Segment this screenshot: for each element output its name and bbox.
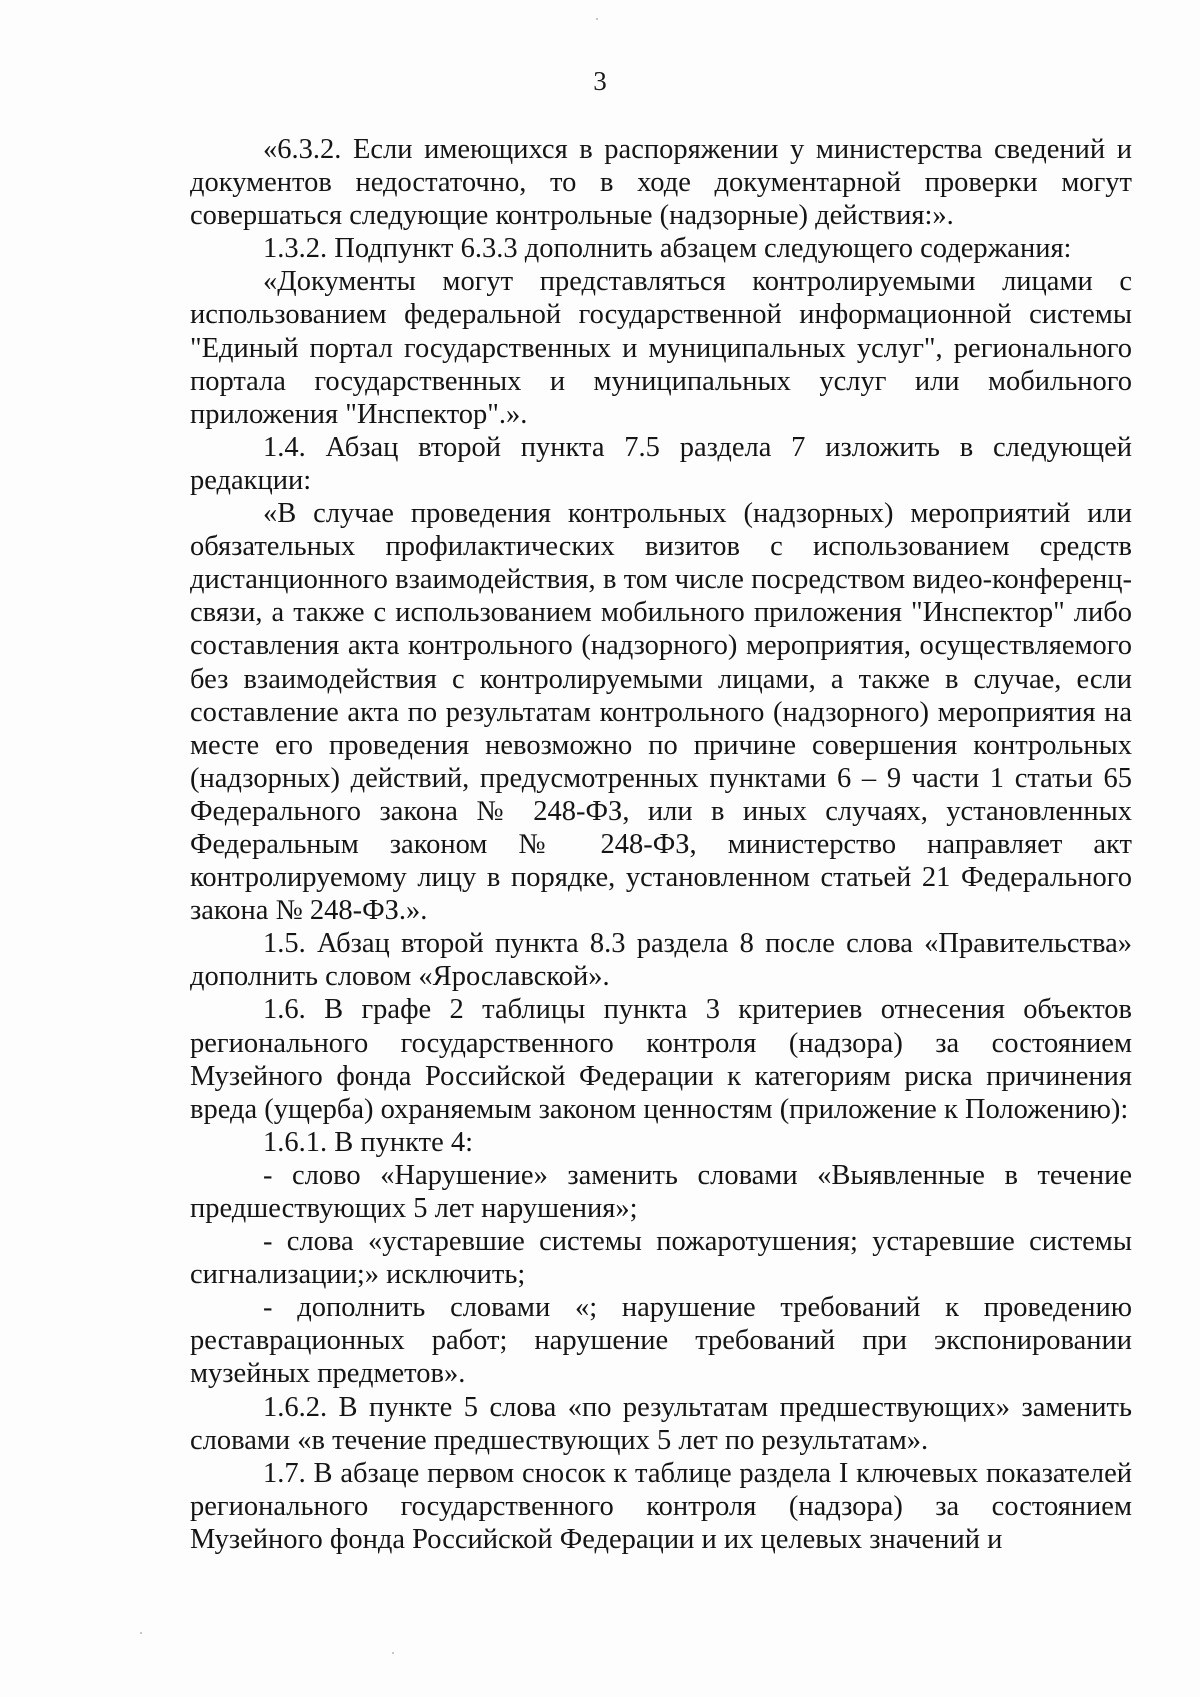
list-item-violation-wording: - слово «Нарушение» заменить словами «Выявленные в течение предшествующих 5 лет нарушения»; [190, 1159, 1132, 1224]
document-body [190, 133, 1132, 1556]
paragraph-remote-interaction-quote: «В случае проведения контрольных (надзорных) мероприятий или обязательных профилактических визитов с использованием средств дистанционного взаимодействия, в том числе посредством видео-конференц-связи, а также с использованием мобильного приложения "Инспектор" либо составления акта контрольного (надзорного) мероприятия, осуществляемого без взаимодействия с контролируемыми лицами, а также в случае, если составление акта по результатам контрольного (надзорного) мероприятия на месте его проведения невозможно по причине совершения контрольных (надзорных) действий, предусмотренных пунктами 6 – 9 части 1 статьи 65 Федерального закона № 248-ФЗ, или в иных случаях, установленных Федеральным законом № 248-ФЗ, министерство направляет акт контролируемому лицу в порядке, установленном статьей 21 Федерального закона № 248-ФЗ.». [190, 498, 1132, 927]
paragraph-1-6: 1.6. В графе 2 таблицы пункта 3 критериев отнесения объектов регионального государственного контроля (надзора) за состоянием Музейного фонда Российской Федерации к категориям риска причинения вреда (ущерба) охраняемым законом ценностям (приложение к Положению): [190, 994, 1132, 1125]
scan-artifact [596, 18, 598, 20]
paragraph-1-7: 1.7. В абзаце первом сносок к таблице раздела I ключевых показателей регионального государственного контроля (надзора) за состоянием Музейного фонда Российской Федерации и их целевых значений и [190, 1457, 1132, 1555]
paragraph-1-6-1: 1.6.1. В пункте 4: [263, 1126, 474, 1158]
list-item-exclude-systems: - слова «устаревшие системы пожаротушения; устаревшие системы сигнализации;» исключить; [190, 1226, 1132, 1291]
paragraph-documents-quote: «Документы могут представляться контролируемыми лицами с использованием федеральной государственной информационной системы "Единый портал государственных и муниципальных услуг", регионального портала государственных и муниципальных услуг или мобильного приложения "Инспектор".». [190, 266, 1132, 430]
list-item-add-requirements: - дополнить словами «; нарушение требований к проведению реставрационных работ; нарушение требований при экспонировании музейных предметов». [190, 1292, 1132, 1390]
paragraph-1-3-2: 1.3.2. Подпункт 6.3.3 дополнить абзацем следующего содержания: [263, 233, 1072, 265]
scan-artifact [392, 1652, 394, 1654]
paragraph-6-3-2: «6.3.2. Если имеющихся в распоряжении у министерства сведений и документов недостаточно, то в ходе документарной проверки могут совершаться следующие контрольные (надзорные) действия:». [190, 134, 1132, 232]
paragraph-1-4: 1.4. Абзац второй пункта 7.5 раздела 7 изложить в следующей редакции: [190, 431, 1132, 496]
scan-artifact [140, 1632, 142, 1634]
page-number: 3 [593, 66, 607, 96]
paragraph-1-6-2: 1.6.2. В пункте 5 слова «по результатам предшествующих» заменить словами «в течение предшествующих 5 лет по результатам». [190, 1391, 1132, 1456]
paragraph-1-5: 1.5. Абзац второй пункта 8.3 раздела 8 после слова «Правительства» дополнить словом «Ярославской». [190, 928, 1132, 993]
